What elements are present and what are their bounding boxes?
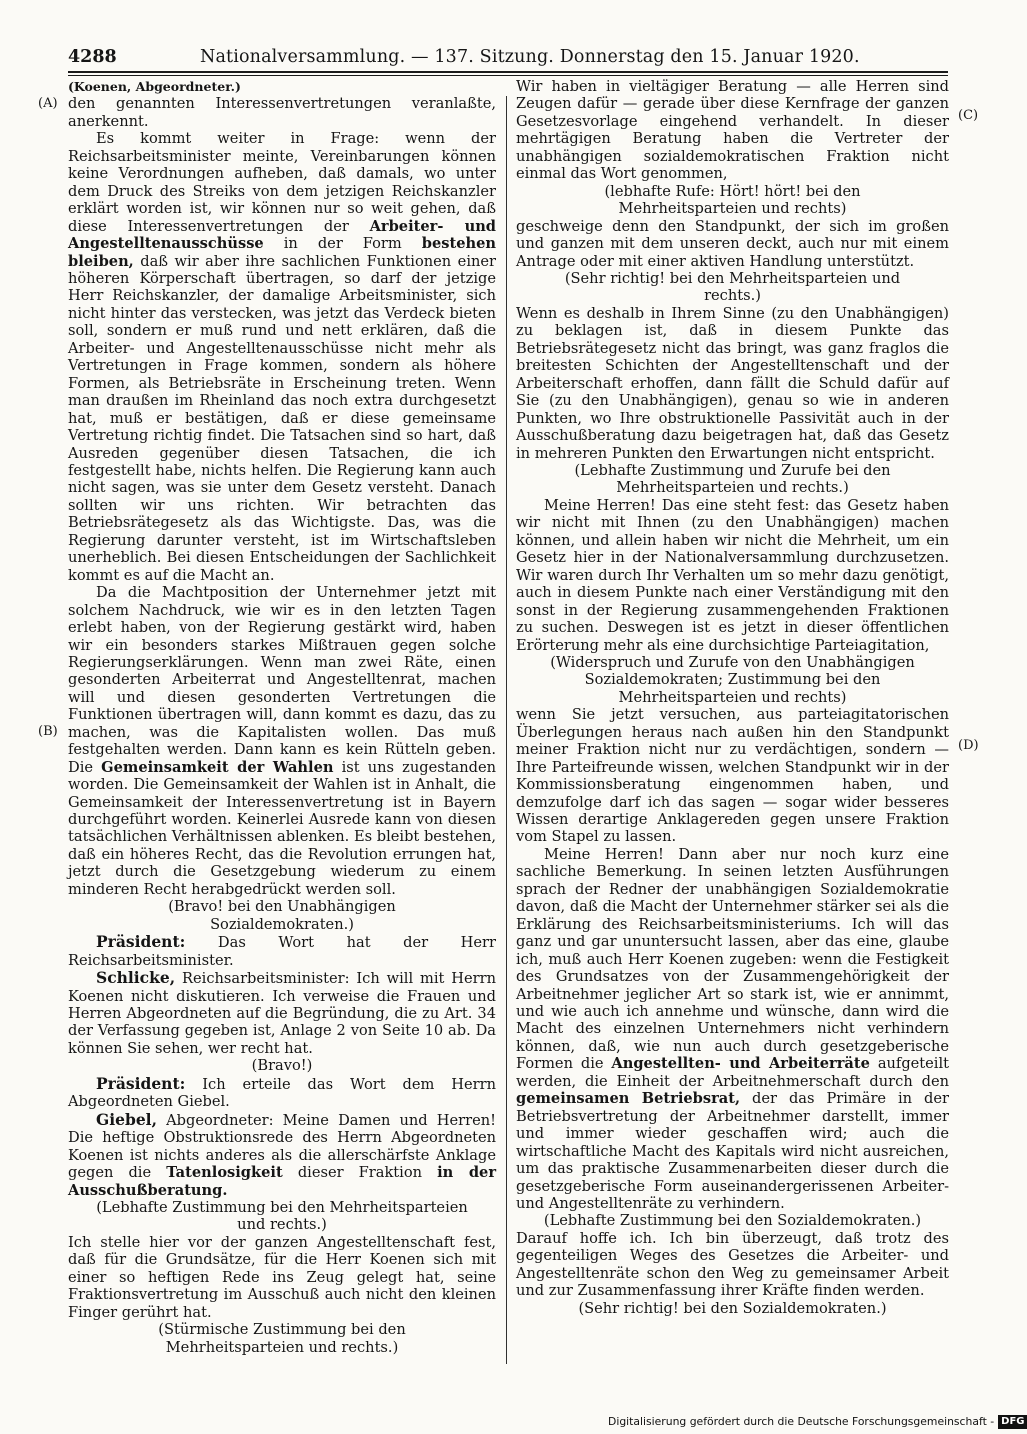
credit-text: Digitalisierung gefördert durch die Deutsche Forschungsgemeinschaft -: [608, 1415, 995, 1428]
page-header: [68, 44, 948, 70]
column-divider: [506, 96, 507, 1364]
speaker-paragraph: Präsident: Das Wort hat der Herr Reichsarbeitsminister.: [68, 932, 496, 969]
margin-mark-c: (C): [958, 108, 979, 123]
interjection: (Sehr richtig! bei den Mehrheitsparteien und rechts.): [564, 269, 901, 305]
interjection: (Stürmische Zustimmung bei den Mehrheitsparteien und rechts.): [158, 1321, 406, 1356]
speaker-name: Präsident:: [96, 1073, 186, 1093]
margin-mark-b: (B): [38, 724, 58, 739]
left-column: [68, 78, 496, 1356]
emphasis: Gemeinsamkeit der Wahlen: [101, 758, 334, 776]
speaker-running-head: (Koenen, Abgeordneter.): [68, 79, 241, 94]
header-rule-thin: [68, 75, 948, 76]
speaker-paragraph: Schlicke, Reichsarbeitsminister: Ich will mit Herrn Koenen nicht diskutieren. Ich verweise die Frauen und Herren Abgeordneten auf die Begründung, die zu Art. 34 der Verfassung gegeben ist, Anlage 2 von Seite 10 ab. Da können Sie sehen, wer recht hat.: [68, 968, 497, 1057]
emphasis: Tatenlosigkeit: [166, 1164, 283, 1182]
header-rule-thick: [68, 71, 948, 73]
paragraph: Wenn es deshalb in Ihrem Sinne (zu den Unabhängigen) zu beklagen ist, daß in diesem Punkte das Betriebsrätegesetz nicht das bringt, was ganz fraglos die breitesten Schichten der Angestelltenschaft und der Arbeiterschaft erhoffen, dann fällt die Schuld dafür auf Sie (zu den Unabhängigen), genau so wie in anderen Punkten, wo Ihre obstruktionelle Passivität auch in der Ausschußberatung dazu beigetragen hat, daß das Gesetz in mehreren Punkten den Erwartungen nicht entspricht.: [516, 304, 949, 462]
emphasis: Angestellten- und Arbeiterräte: [611, 1055, 870, 1073]
paragraph: Da die Machtposition der Unternehmer jetzt mit solchem Nachdruck, wie wir es in den letzten Tagen erlebt haben, von der Regierung gestärkt wird, haben wir ein besonders starkes Mißtrauen gegen solche Regierungserklärungen. Wenn man zwei Räte, einen gesonderten Arbeiterrat und Angestelltenrat, machen will und diesen gesonderten Vertretungen die Funktionen übertragen will, dann kommt es dazu, das zu machen, was die Kapitalisten wollen. Das muß festgehalten werden. Dann kann es kein Rütteln geben. Die Gemeinsamkeit der Wahlen ist uns zugestanden worden. Die Gemeinsamkeit der Wahlen ist in Anhalt, die Gemeinsamkeit der Interessenvertretung ist in Bayern durchgeführt worden. Keinerlei Ausrede kann von diesen tatsächlichen Verhältnissen ablenken. Es bleibt bestehen, daß ein höheres Recht, das die Revolution errungen hat, jetzt durch die Gesetzgebung wiederum zu einem minderen Recht herabgedrückt werden soll.: [68, 584, 497, 898]
paragraph: Ich stelle hier vor der ganzen Angestelltenschaft fest, daß für die Grundsätze, für die Herr Koenen sich mit einer so heftigen Rede ins Zeug gelegt hat, seine Fraktionsvertretung im Ausschuß auch nicht den kleinen Finger gerührt hat.: [68, 1233, 496, 1321]
emphasis: in der Ausschußberatung.: [68, 1164, 497, 1199]
right-column: [516, 78, 949, 1317]
digitization-credit: [608, 1413, 1025, 1430]
paragraph: Meine Herren! Das eine steht fest: das Gesetz haben wir nicht mit Ihnen (zu den Unabhängigen) machen können, und allein haben wir nicht die Mehrheit, um ein Gesetz hier in der Nationalversammlung durchzusetzen. Wir waren durch Ihr Verhalten um so mehr dazu genötigt, auch in diesem Punkte nach einer Verständigung mit den sonst in der Regierung zusammengehenden Fraktionen zu suchen. Deswegen ist es jetzt in dieser öffentlichen Erörterung mehr als eine durchsichtige Parteiagitation,: [516, 496, 949, 654]
interjection: (Lebhafte Zustimmung und Zurufe bei den Mehrheitsparteien und rechts.): [574, 461, 891, 497]
page-number: 4288: [68, 47, 117, 67]
interjection: (Bravo! bei den Unabhängigen Sozialdemokraten.): [168, 898, 396, 933]
interjection: (lebhafte Rufe: Hört! hört! bei den Mehrheitsparteien und rechts): [604, 182, 861, 218]
speaker-name: Schlicke,: [96, 968, 176, 988]
dfg-logo: DFG: [998, 1415, 1027, 1429]
paragraph: Wir haben in vieltägiger Beratung — alle Herren sind Zeugen dafür — gerade über diese Kernfrage der ganzen Gesetzesvorlage eingehend verhandelt. In dieser mehrtägigen Beratung haben die Vertreter der unabhängigen sozialdemokratischen Fraktion nicht einmal das Wort genommen,: [516, 78, 949, 183]
interjection: (Widerspruch und Zurufe von den Unabhängigen Sozialdemokraten; Zustimmung bei den Mehrheitsparteien und rechts): [550, 653, 915, 706]
speaker-paragraph: Präsident: Ich erteile das Wort dem Herrn Abgeordneten Giebel.: [68, 1073, 496, 1111]
paragraph: Es kommt weiter in Frage: wenn der Reichsarbeitsminister meinte, Vereinbarungen können keine Verordnungen aufheben, daß damals, wo unter dem Druck des Streiks von dem jetzigen Reichskanzler erklärt worden ist, wir können nur so weit gehen, daß diese Interessenvertretungen der Arbeiter- und Angestelltenausschüsse in der Form bestehen bleiben, daß wir aber ihre sachlichen Funktionen einer höheren Körperschaft übertragen, so darf der jetzige Herr Reichskanzler, der damalige Arbeitsminister, sich nicht hinter das verstecken, was jetzt das Verdeck bieten soll, sondern er muß rund und nett erklären, daß die Arbeiter- und Angestelltenausschüsse nicht mehr als Vertretungen in Frage kommen, sondern als höhere Formen, als Betriebsräte in Erscheinung treten. Wenn man draußen im Rheinland das noch extra durchgesetzt hat, muß er bestätigen, daß er diese gemeinsame Vertretung richtig findet. Die Tatsachen sind so hart, daß Ausreden gegenüber diesen Tatsachen, die ich festgestellt habe, nichts helfen. Die Regierung kann auch nicht sagen, was sie unter dem Gesetz versteht. Danach sollten wir uns richten. Wir betrachten das Betriebsrätegesetz als das Wichtigste. Das, was die Regierung darunter versteht, ist im Wirtschaftsleben unerheblich. Bei diesen Entscheidungen der Sachlichkeit kommt es auf die Macht an.: [68, 130, 497, 584]
speaker-paragraph: Giebel, Abgeordneter: Meine Damen und Herren! Die heftige Obstruktionsrede des Herrn Abgeordneten Koenen ist nichts anderes als die allerschärfste Anklage gegen die Tatenlosigkeit dieser Fraktion in der Ausschußberatung.: [68, 1109, 497, 1199]
emphasis: gemeinsamen Betriebsrat,: [516, 1090, 741, 1108]
running-title: Nationalversammlung. — 137. Sitzung. Donnerstag den 15. Januar 1920.: [200, 47, 860, 67]
margin-mark-a: (A): [38, 96, 58, 111]
speaker-name: Giebel,: [96, 1109, 157, 1129]
interjection: (Sehr richtig! bei den Sozialdemokraten.): [578, 1299, 887, 1317]
paragraph: wenn Sie jetzt versuchen, aus parteiagitatorischen Überlegungen heraus nach außen hin den Standpunkt meiner Fraktion nicht nur zu verdächtigen, sondern — Ihre Parteifreunde wissen, welchen Standpunkt wir in der Kommissionsberatung eingenommen haben, und demzufolge darf ich das sagen — sogar wider besseres Wissen derartige Anklagereden gegen unsere Fraktion vom Stapel zu lassen.: [516, 706, 949, 846]
paragraph: geschweige denn den Standpunkt, der sich im großen und ganzen mit dem unseren deckt, auch nur mit einem Antrage oder mit einer aktiven Handlung unterstützt.: [516, 217, 949, 270]
interjection: (Lebhafte Zustimmung bei den Sozialdemokraten.): [543, 1212, 922, 1230]
interjection: (Bravo!): [251, 1057, 313, 1075]
emphasis: Arbeiter- und Angestelltenausschüsse: [68, 217, 497, 253]
margin-mark-d: (D): [958, 738, 979, 753]
interjection: (Lebhafte Zustimmung bei den Mehrheitsparteien und rechts.): [96, 1199, 468, 1234]
emphasis: bestehen bleiben,: [68, 235, 497, 270]
paragraph: Darauf hoffe ich. Ich bin überzeugt, daß trotz des gegenteiligen Weges des Gesetzes die Arbeiter- und Angestelltenräte schon den Weg zu gemeinsamer Arbeit und zur Zusammenfassung ihrer Kräfte finden werden.: [516, 1229, 949, 1300]
paragraph: den genannten Interessenvertretungen veranlaßte, anerkennt.: [68, 95, 496, 130]
paragraph: Meine Herren! Dann aber nur noch kurz eine sachliche Bemerkung. In seinen letzten Ausführungen sprach der Redner der unabhängigen Sozialdemokratie davon, daß die Macht der Unternehmer stärker sei als die Erklärung des Reichsarbeitsministeriums. Ich will das ganz und gar ununtersucht lassen, aber das eine, glaube ich, muß auch Herr Koenen zugeben: wenn die Festigkeit des Grundsatzes von der Zusammengehörigkeit der Arbeitnehmer jeglicher Art so stark ist, wie er annimmt, und wie auch ich annehme und wünsche, dann wird die Macht des einzelnen Unternehmers nicht verhindern können, daß, wie nun auch durch gesetzgeberische Formen die Angestellten- und Arbeiterräte aufgeteilt werden, die Einheit der Arbeitnehmerschaft durch den gemeinsamen Betriebsrat, der das Primäre in der Betriebsvertretung der Arbeitnehmer darstellt, immer und immer wieder geschaffen wird; auch die wirtschaftliche Macht des Kapitals wird nicht ausreichen, um das praktische Zusammenarbeiten dieser durch die gesetzgeberische Form auseinandergerissenen Arbeiter- und Angestelltenräte zu verhindern.: [516, 845, 950, 1212]
speaker-name: Präsident:: [96, 932, 186, 952]
